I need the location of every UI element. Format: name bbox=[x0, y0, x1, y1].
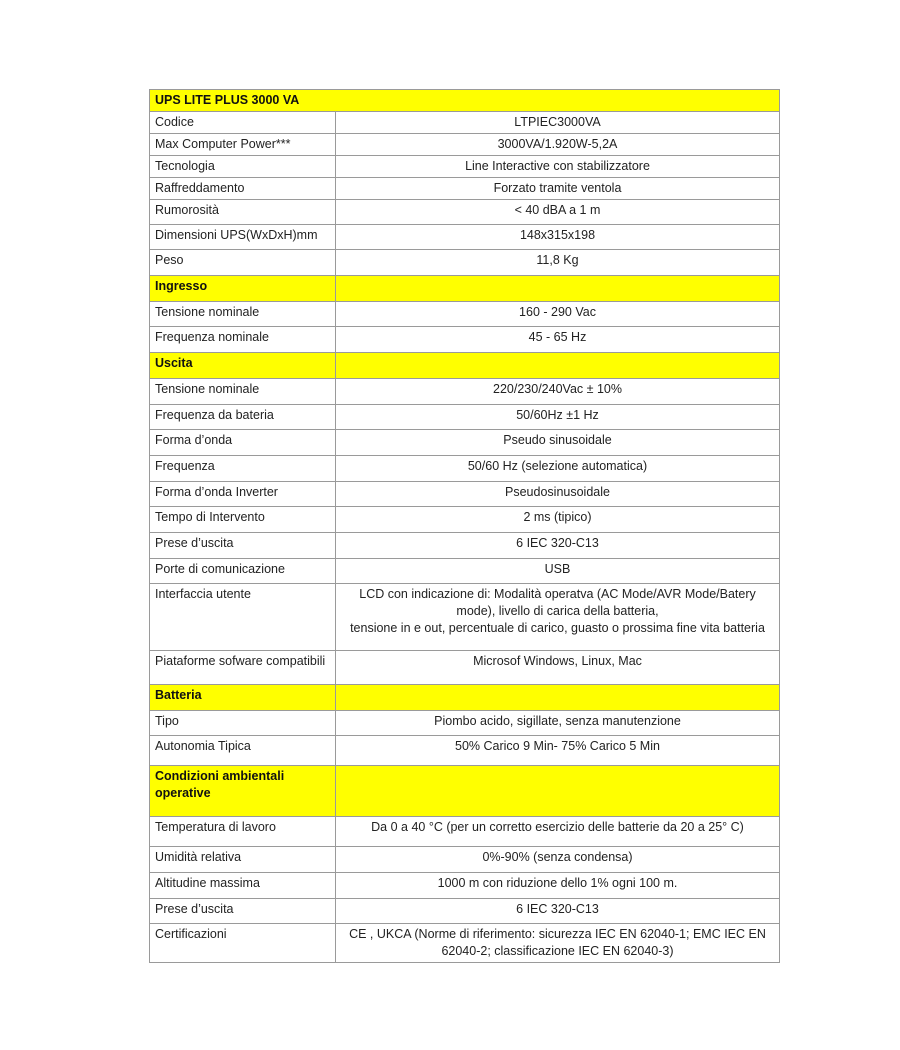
spec-row bbox=[150, 817, 780, 847]
table-title: UPS LITE PLUS 3000 VA bbox=[150, 90, 780, 112]
spec-label: Prese d’uscita bbox=[150, 533, 336, 559]
spec-row bbox=[150, 405, 780, 430]
spec-row bbox=[150, 225, 780, 250]
spec-value: Piombo acido, sigillate, senza manutenzione bbox=[336, 711, 780, 736]
spec-label: Frequenza bbox=[150, 456, 336, 482]
section-row bbox=[150, 685, 780, 711]
spec-value: 148x315x198 bbox=[336, 225, 780, 250]
spec-value: Line Interactive con stabilizzatore bbox=[336, 156, 780, 178]
spec-value: Pseudo sinusoidale bbox=[336, 430, 780, 456]
spec-label: Peso bbox=[150, 250, 336, 276]
section-row bbox=[150, 353, 780, 379]
spec-label: Max Computer Power*** bbox=[150, 134, 336, 156]
spec-label: Frequenza da bateria bbox=[150, 405, 336, 430]
spec-value: Microsof Windows, Linux, Mac bbox=[336, 651, 780, 685]
spec-label: Forma d’onda Inverter bbox=[150, 482, 336, 507]
spec-value: 2 ms (tipico) bbox=[336, 507, 780, 533]
spec-value: 160 - 290 Vac bbox=[336, 302, 780, 327]
section-row bbox=[150, 766, 780, 817]
spec-row bbox=[150, 302, 780, 327]
section-title: Batteria bbox=[150, 685, 336, 711]
spec-label: Dimensioni UPS(WxDxH)mm bbox=[150, 225, 336, 250]
spec-label: Raffreddamento bbox=[150, 178, 336, 200]
spec-row bbox=[150, 711, 780, 736]
spec-value: 50/60Hz ±1 Hz bbox=[336, 405, 780, 430]
spec-row bbox=[150, 379, 780, 405]
spec-label: Porte di comunicazione bbox=[150, 559, 336, 584]
spec-row bbox=[150, 899, 780, 924]
section-filler bbox=[336, 276, 780, 302]
spec-label: Interfaccia utente bbox=[150, 584, 336, 651]
spec-label: Temperatura di lavoro bbox=[150, 817, 336, 847]
section-title: Ingresso bbox=[150, 276, 336, 302]
section-filler bbox=[336, 353, 780, 379]
spec-label: Tensione nominale bbox=[150, 379, 336, 405]
spec-value: 0%-90% (senza condensa) bbox=[336, 847, 780, 873]
spec-label: Prese d’uscita bbox=[150, 899, 336, 924]
spec-label: Autonomia Tipica bbox=[150, 736, 336, 766]
spec-label: Certificazioni bbox=[150, 924, 336, 963]
spec-row bbox=[150, 200, 780, 225]
spec-row bbox=[150, 456, 780, 482]
spec-value: CE , UKCA (Norme di riferimento: sicurezza IEC EN 62040-1; EMC IEC EN 62040-2; classificazione IEC EN 62040-3) bbox=[336, 924, 780, 963]
spec-row bbox=[150, 559, 780, 584]
spec-table bbox=[149, 89, 780, 963]
spec-value: LCD con indicazione di: Modalità operatva (AC Mode/AVR Mode/Batery mode), livello di carica della batteria, tensione in e out, percentuale di carico, guasto o prossima fine vita batteria bbox=[336, 584, 780, 651]
spec-label: Tensione nominale bbox=[150, 302, 336, 327]
table-title-row bbox=[150, 90, 780, 112]
spec-label: Umidità relativa bbox=[150, 847, 336, 873]
spec-value: Forzato tramite ventola bbox=[336, 178, 780, 200]
spec-row bbox=[150, 156, 780, 178]
spec-row bbox=[150, 430, 780, 456]
spec-value: Pseudosinusoidale bbox=[336, 482, 780, 507]
spec-label: Altitudine massima bbox=[150, 873, 336, 899]
spec-row bbox=[150, 134, 780, 156]
spec-value: USB bbox=[336, 559, 780, 584]
spec-table-body bbox=[150, 90, 780, 963]
spec-value: 45 - 65 Hz bbox=[336, 327, 780, 353]
spec-value: 220/230/240Vac ± 10% bbox=[336, 379, 780, 405]
spec-value: < 40 dBA a 1 m bbox=[336, 200, 780, 225]
spec-row bbox=[150, 507, 780, 533]
spec-value: Da 0 a 40 °C (per un corretto esercizio delle batterie da 20 a 25° C) bbox=[336, 817, 780, 847]
spec-label: Tecnologia bbox=[150, 156, 336, 178]
spec-value: 3000VA/1.920W-5,2A bbox=[336, 134, 780, 156]
section-row bbox=[150, 276, 780, 302]
spec-row bbox=[150, 736, 780, 766]
spec-row bbox=[150, 924, 780, 963]
spec-label: Forma d’onda bbox=[150, 430, 336, 456]
spec-value: 11,8 Kg bbox=[336, 250, 780, 276]
section-title: Condizioni ambientali operative bbox=[150, 766, 336, 817]
spec-row bbox=[150, 250, 780, 276]
spec-row bbox=[150, 482, 780, 507]
spec-value: 1000 m con riduzione dello 1% ogni 100 m. bbox=[336, 873, 780, 899]
spec-value: 50/60 Hz (selezione automatica) bbox=[336, 456, 780, 482]
spec-label: Rumorosità bbox=[150, 200, 336, 225]
section-filler bbox=[336, 685, 780, 711]
spec-row bbox=[150, 327, 780, 353]
spec-value: 50% Carico 9 Min- 75% Carico 5 Min bbox=[336, 736, 780, 766]
spec-row bbox=[150, 651, 780, 685]
spec-label: Piataforme sofware compatibili bbox=[150, 651, 336, 685]
spec-label: Codice bbox=[150, 112, 336, 134]
section-title: Uscita bbox=[150, 353, 336, 379]
spec-value: LTPIEC3000VA bbox=[336, 112, 780, 134]
spec-label: Frequenza nominale bbox=[150, 327, 336, 353]
spec-row bbox=[150, 112, 780, 134]
spec-row bbox=[150, 533, 780, 559]
section-filler bbox=[336, 766, 780, 817]
spec-row bbox=[150, 873, 780, 899]
spec-value: 6 IEC 320-C13 bbox=[336, 899, 780, 924]
spec-value: 6 IEC 320-C13 bbox=[336, 533, 780, 559]
spec-row bbox=[150, 584, 780, 651]
spec-row bbox=[150, 847, 780, 873]
spec-row bbox=[150, 178, 780, 200]
spec-label: Tipo bbox=[150, 711, 336, 736]
spec-label: Tempo di Intervento bbox=[150, 507, 336, 533]
